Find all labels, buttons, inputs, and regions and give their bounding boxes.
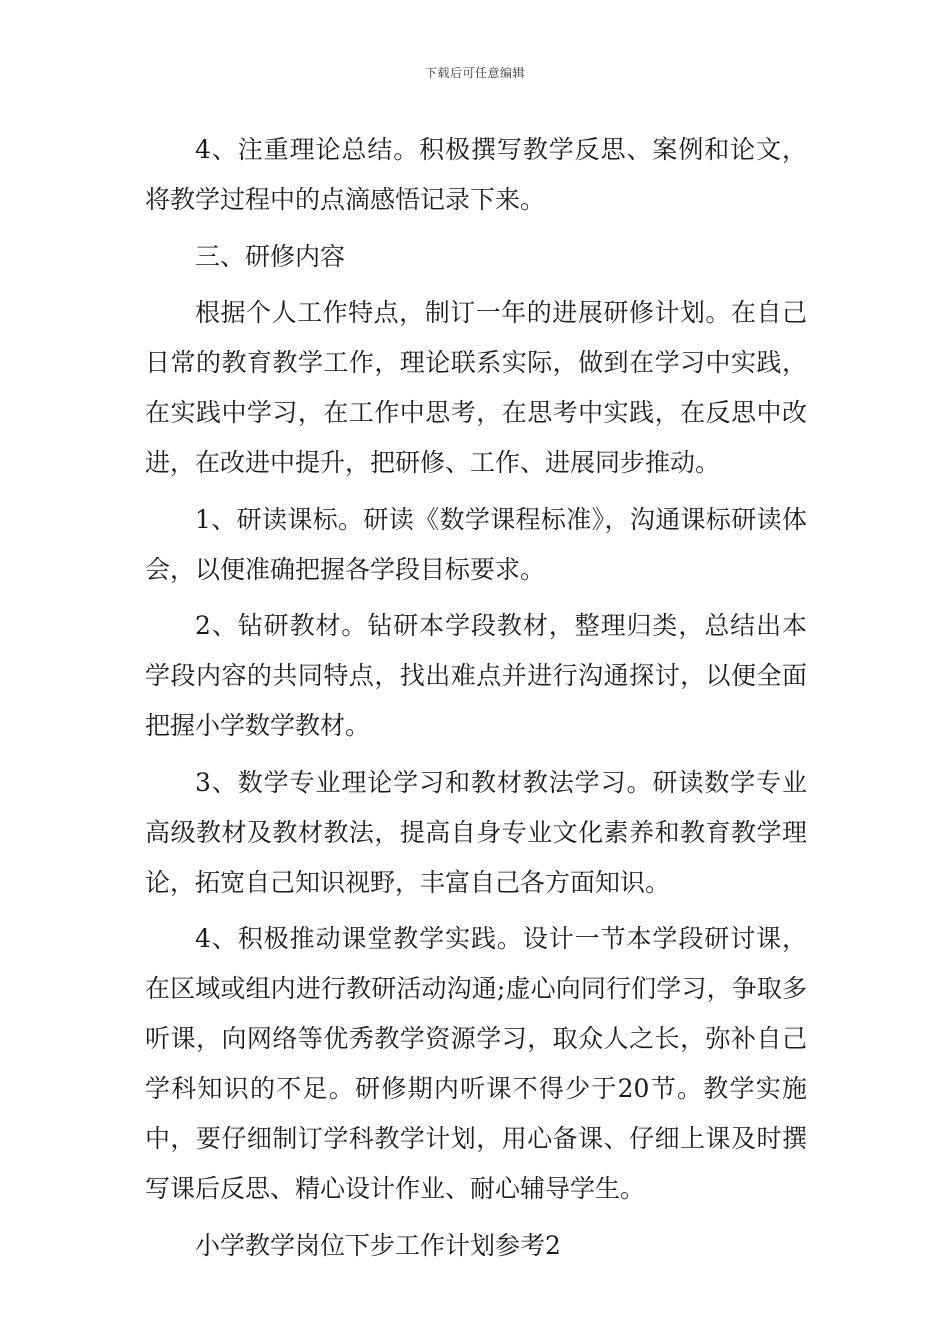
paragraph-theory-summary: 4、注重理论总结。积极撰写教学反思、案例和论文，将教学过程中的点滴感悟记录下来。 bbox=[145, 135, 807, 214]
page-header: 下载后可任意编辑 bbox=[424, 66, 525, 80]
section-heading-study-content: 三、研修内容 bbox=[195, 241, 346, 271]
paragraph-professional-theory: 3、数学专业理论学习和教材教法学习。研读数学专业高级教材及教材教法，提高自身专业文化素养和教育教学理论，拓宽自己知识视野，丰富自己各方面知识。 bbox=[145, 767, 807, 897]
document-body bbox=[145, 125, 807, 1277]
paragraph-curriculum-standards: 1、研读课标。研读《数学课程标准》，沟通课标研读体会，以便准确把握各学段目标要求。 bbox=[145, 504, 807, 584]
paragraph-textbook-study: 2、钻研教材。钻研本学段教材，整理归类，总结出本学段内容的共同特点，找出难点并进行沟通探讨，以便全面把握小学数学教材。 bbox=[145, 611, 807, 740]
paragraph-classroom-practice: 4、积极推动课堂教学实践。设计一节本学段研讨课，在区域或组内进行教研活动沟通;虚心向同行们学习，争取多听课，向网络等优秀教学资源学习，取众人之长，弥补自己学科知识的不足。研修期内听课不得少于20节。教学实施中，要仔细制订学科教学计划，用心备课、仔细上课及时撰写课后反思、精心设计作业、耐心辅导学生。 bbox=[145, 924, 807, 1203]
section-heading-plan-reference: 小学教学岗位下步工作计划参考2 bbox=[195, 1230, 561, 1260]
paragraph-study-plan: 根据个人工作特点，制订一年的进展研修计划。在自己日常的教育教学工作，理论联系实际，做到在学习中实践，在实践中学习，在工作中思考，在思考中实践，在反思中改进，在改进中提升，把研修、工作、进展同步推动。 bbox=[145, 298, 807, 477]
